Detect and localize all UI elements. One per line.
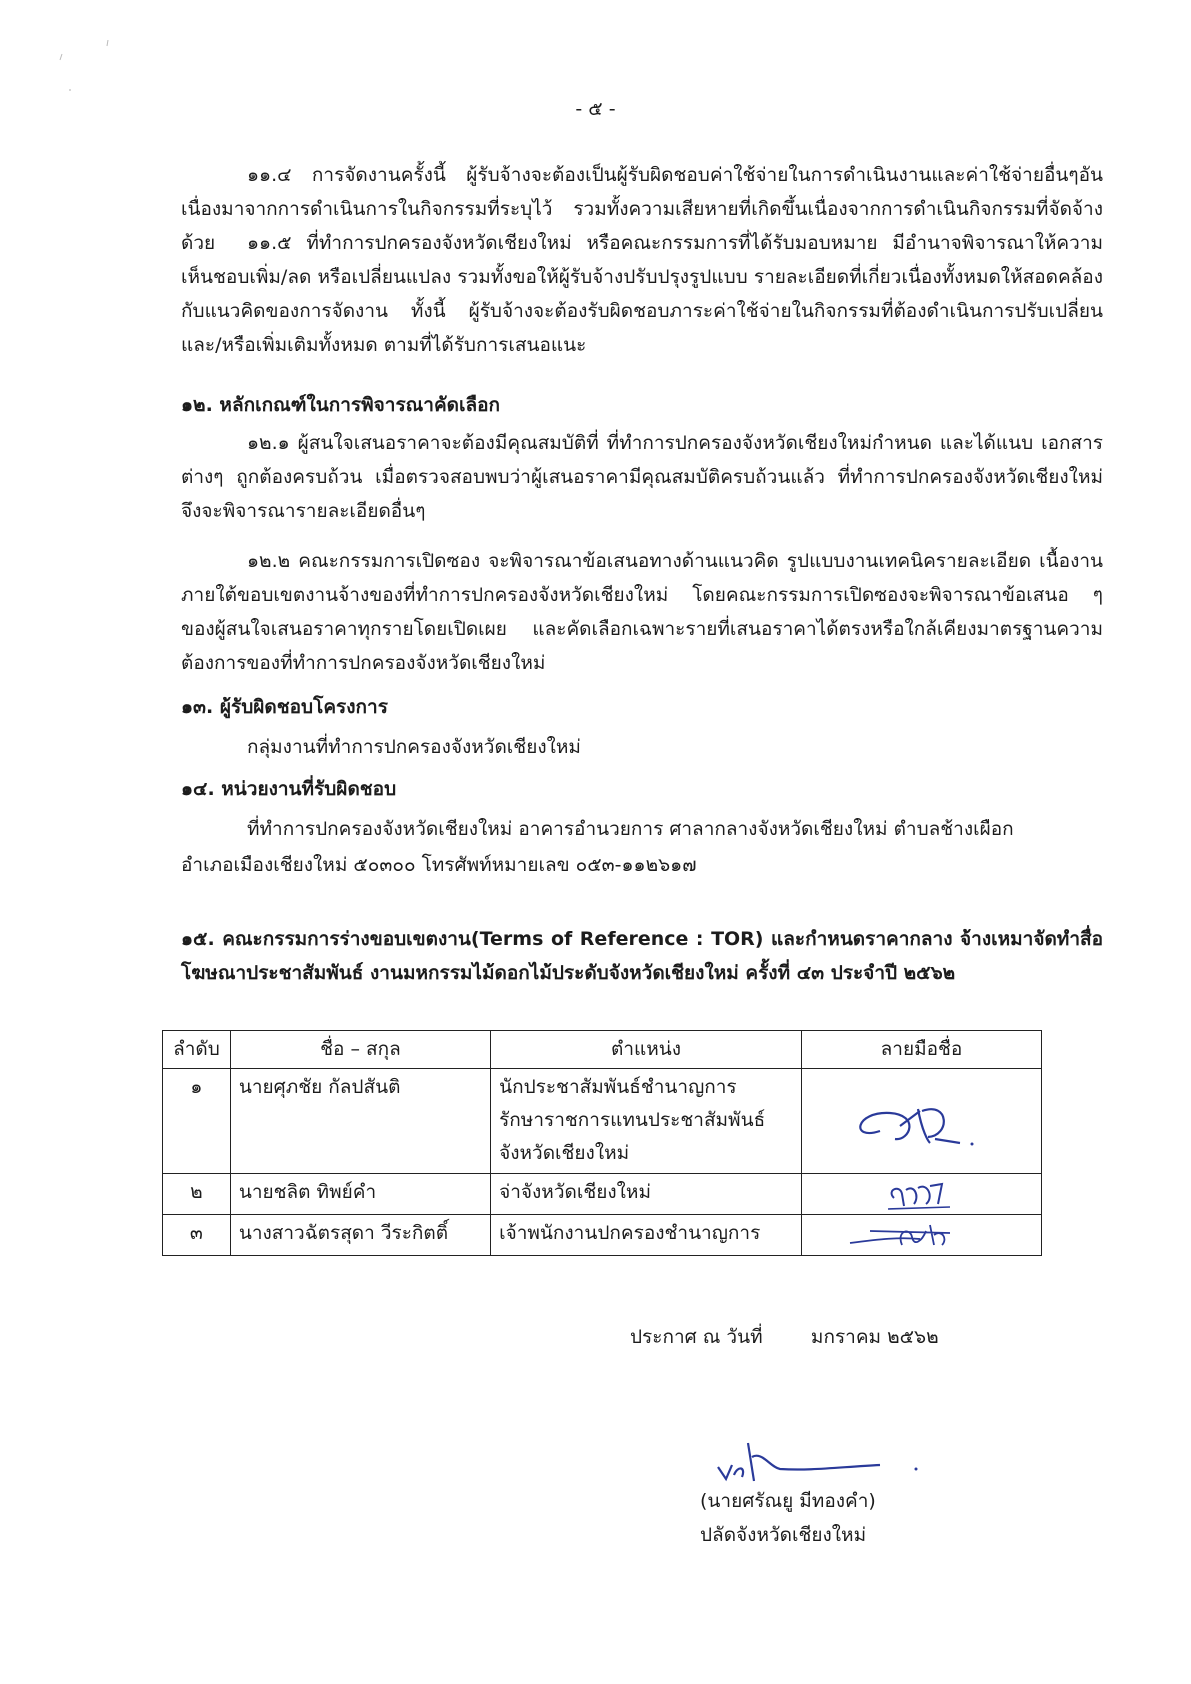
row-no: ๓ — [163, 1215, 231, 1256]
scan-specks — [50, 40, 130, 100]
announcement-date — [630, 1320, 939, 1354]
paragraph-11-5-rest: เห็นชอบเพิ่ม/ลด หรือเปลี่ยนแปลง รวมทั้งขอให้ผู้รับจ้างปรับปรุงรูปแบบ รายละเอียดที่เกี่ยวเนื่องทั้งหมดให้สอดคล้องกับแนวคิดของการจัดงาน ทั้งนี้ ผู้รับจ้างจะต้องรับผิดชอบภาระค่าใช้จ่ายในกิจกรรมที่ต้องดำเนินการปรับเปลี่ยน และ/หรือเพิ่มเติมทั้งหมด ตามที่ได้รับการเสนอแนะ — [181, 266, 1103, 356]
committee-table — [162, 1030, 1042, 1256]
announcement-month-year: มกราคม ๒๕๖๒ — [810, 1326, 939, 1348]
row-signature — [801, 1174, 1041, 1215]
page-number: - ๕ - — [575, 98, 616, 120]
signer-signature-image — [690, 1405, 930, 1485]
col-header-no: ลำดับ — [163, 1031, 231, 1069]
signer-name: (นายศรัณยู มีทองคำ) — [700, 1490, 876, 1512]
row-position-line: เจ้าพนักงานปกครองชำนาญการ — [499, 1222, 761, 1244]
row-position — [491, 1069, 802, 1174]
signer-title: ปลัดจังหวัดเชียงใหม่ — [700, 1524, 867, 1546]
row-name: นางสาวฉัตรสุดา วีระกิตติ์ — [230, 1215, 490, 1256]
paragraph-12-1-rest: เอกสารต่างๆ ถูกต้องครบถ้วน เมื่อตรวจสอบพบว่าผู้เสนอราคามีคุณสมบัติครบถ้วนแล้ว ที่ทำการปกครองจังหวัดเชียงใหม่จึงจะพิจารณารายละเอียดอื่นๆ — [181, 432, 1104, 522]
signature-2-image — [810, 1176, 1030, 1212]
row-signature — [801, 1069, 1041, 1174]
paragraph-11-4-first: ๑๑.๔ การจัดงานครั้งนี้ ผู้รับจ้างจะต้องเป็นผู้รับผิดชอบค่าใช้จ่ายในการดำเนินงานและค่าใช้จ่ายอื่นๆอัน — [247, 164, 1103, 186]
paragraph-11-5 — [181, 226, 1103, 362]
table-header-row — [163, 1031, 1042, 1069]
row-position-line: รักษาราชการแทนประชาสัมพันธ์ — [499, 1109, 766, 1131]
paragraph-12-1-first: ๑๒.๑ ผู้สนใจเสนอราคาจะต้องมีคุณสมบัติที่ ที่ทำการปกครองจังหวัดเชียงใหม่กำหนด และได้แนบ — [247, 432, 1034, 454]
signature-3-image — [810, 1217, 1030, 1253]
heading-12: ๑๒. หลักเกณฑ์ในการพิจารณาคัดเลือก — [181, 394, 501, 416]
col-header-position: ตำแหน่ง — [491, 1031, 802, 1069]
row-no: ๑ — [163, 1069, 231, 1174]
row-position-line: จังหวัดเชียงใหม่ — [499, 1142, 630, 1164]
paragraph-11-4-rest: เนื่องมาจากการดำเนินการในกิจกรรมที่ระบุไว้ รวมทั้งความเสียหายที่เกิดขึ้นเนื่องจากการดำเนินกิจกรรมที่จัดจ้างด้วย — [181, 198, 1103, 254]
table-row — [163, 1215, 1042, 1256]
table-row — [163, 1069, 1042, 1174]
paragraph-12-2-rest: เนื้องาน ภายใต้ขอบเขตงานจ้างของที่ทำการปกครองจังหวัดเชียงใหม่ โดยคณะกรรมการเปิดซองจะพิจารณาข้อเสนอ ๆ ของผู้สนใจเสนอราคาทุกรายโดยเปิดเผย และคัดเลือกเฉพาะรายที่เสนอราคาได้ตรงหรือใกล้เคียงมาตรฐานความต้องการของที่ทำการปกครองจังหวัดเชียงใหม่ — [181, 550, 1103, 674]
row-signature — [801, 1215, 1041, 1256]
col-header-name: ชื่อ – สกุล — [230, 1031, 490, 1069]
table-row — [163, 1174, 1042, 1215]
paragraph-14-line1: ที่ทำการปกครองจังหวัดเชียงใหม่ อาคารอำนวยการ ศาลากลางจังหวัดเชียงใหม่ ตำบลช้างเผือก — [247, 818, 1014, 840]
heading-14: ๑๔. หน่วยงานที่รับผิดชอบ — [181, 778, 397, 800]
row-position — [491, 1215, 802, 1256]
row-no: ๒ — [163, 1174, 231, 1215]
paragraph-12-2-first: ๑๒.๒ คณะกรรมการเปิดซอง จะพิจารณาข้อเสนอทางด้านแนวคิด รูปแบบงานเทคนิครายละเอียด — [247, 550, 1032, 572]
paragraph-12-1 — [181, 426, 1103, 528]
heading-13: ๑๓. ผู้รับผิดชอบโครงการ — [181, 696, 388, 718]
row-position-line: จ่าจังหวัดเชียงใหม่ — [499, 1181, 651, 1203]
paragraph-11-5-first: ๑๑.๕ ที่ทำการปกครองจังหวัดเชียงใหม่ หรือคณะกรรมการที่ได้รับมอบหมาย มีอำนาจพิจารณาให้ความ — [247, 232, 1103, 254]
row-position — [491, 1174, 802, 1215]
paragraph-14-line2: อำเภอเมืองเชียงใหม่ ๕๐๓๐๐ โทรศัพท์หมายเลข ๐๕๓-๑๑๒๖๑๗ — [181, 854, 697, 876]
col-header-signature: ลายมือชื่อ — [801, 1031, 1041, 1069]
paragraph-12-2 — [181, 544, 1103, 680]
text-13: กลุ่มงานที่ทำการปกครองจังหวัดเชียงใหม่ — [247, 736, 581, 758]
announcement-prefix: ประกาศ ณ วันที่ — [630, 1326, 763, 1348]
signature-1-image — [810, 1071, 1030, 1171]
heading-15: ๑๕. คณะกรรมการร่างขอบเขตงาน(Terms of Reference : TOR) และกำหนดราคากลาง จ้างเหมาจัดทำสื่อโฆษณาประชาสัมพันธ์ งานมหกรรมไม้ดอกไม้ประดับจังหวัดเชียงใหม่ ครั้งที่ ๔๓ ประจำปี ๒๕๖๒ — [181, 928, 1103, 984]
row-position-line: นักประชาสัมพันธ์ชำนาญการ — [499, 1076, 737, 1098]
row-name: นายศุภชัย กัลปสันติ — [230, 1069, 490, 1174]
row-name: นายชลิต ทิพย์คำ — [230, 1174, 490, 1215]
